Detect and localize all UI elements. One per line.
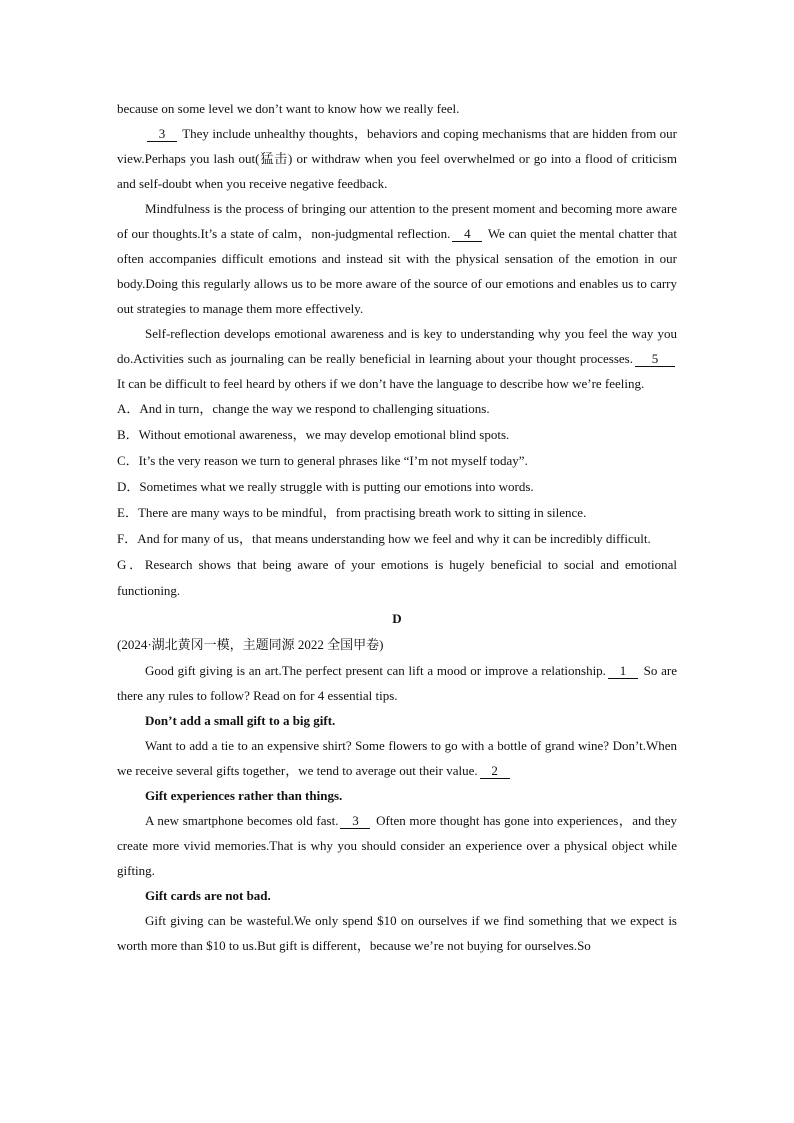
paragraph-text: So are there any rules to follow? Read on for 4 essential tips. xyxy=(117,663,677,703)
paragraph-text: A new smartphone becomes old fast. xyxy=(145,813,339,828)
tip-heading-1: Don’t add a small gift to a big gift. xyxy=(145,713,336,728)
option-c: C．It’s the very reason we turn to general phrases like “I’m not myself today”. xyxy=(117,453,528,468)
option-b: B．Without emotional awareness，we may develop emotional blind spots. xyxy=(117,427,510,442)
blank-3: 3 xyxy=(147,126,177,142)
source-note: (2024·湖北黄冈一模，主题同源 2022 全国甲卷) xyxy=(117,637,384,652)
blank-4: 4 xyxy=(452,226,482,242)
paragraph-text: Good gift giving is an art.The perfect present can lift a mood or improve a relationship. xyxy=(145,663,606,678)
passage-c-paragraph-3 xyxy=(117,321,677,396)
option-g: G．Research shows that being aware of your emotions is hugely beneficial to social and emotional functioning. xyxy=(117,557,677,598)
paragraph-text: It can be difficult to feel heard by others if we don’t have the language to describe how we’re feeling. xyxy=(117,376,645,391)
paragraph-text: Self-reflection develops emotional awareness and is key to understanding why you feel the way you do.Activities such as journaling can be really beneficial in learning about your thought processes. xyxy=(117,326,677,366)
passage-c-paragraph-1 xyxy=(117,121,677,196)
option-d: D．Sometimes what we really struggle with is putting our emotions into words. xyxy=(117,479,534,494)
answer-options xyxy=(117,396,677,604)
passage-d-paragraph-1 xyxy=(117,658,677,708)
option-e: E．There are many ways to be mindful，from practising breath work to sitting in silence. xyxy=(117,505,587,520)
document-page xyxy=(117,96,677,958)
section-letter: D xyxy=(392,611,402,626)
paragraph-text: They include unhealthy thoughts，behaviors and coping mechanisms that are hidden from our view.Perhaps you lash out(猛击) or withdraw when you feel overwhelmed or go into a flood of criticism and self-doubt when you receive negative feedback. xyxy=(117,126,677,191)
passage-c-paragraph-0: because on some level we don’t want to know how we really feel. xyxy=(117,101,460,116)
paragraph-text: We can quiet the mental chatter that often accompanies difficult emotions and instead sit with the physical sensation of the emotion in our body.Doing this regularly allows us to be more aware of the source of our emotions and enables us to carry out strategies to manage them more effectively. xyxy=(117,226,677,316)
passage-c-paragraph-2 xyxy=(117,196,677,321)
passage-d-paragraph-2 xyxy=(117,733,677,783)
tip-heading-3: Gift cards are not bad. xyxy=(145,888,271,903)
option-a: A．And in turn，change the way we respond to challenging situations. xyxy=(117,401,490,416)
blank-5: 5 xyxy=(635,351,675,367)
blank-2: 2 xyxy=(480,763,510,779)
tip-heading-2: Gift experiences rather than things. xyxy=(145,788,343,803)
passage-d-paragraph-3 xyxy=(117,808,677,883)
passage-d-paragraph-4: Gift giving can be wasteful.We only spend $10 on ourselves if we find something that we expect is worth more than $10 to us.But gift is different，because we’re not buying for ourselves.So xyxy=(117,913,677,953)
paragraph-text: Often more thought has gone into experiences，and they create more vivid memories.That is why you should consider an experience over a physical object while gifting. xyxy=(117,813,678,878)
paragraph-text: Want to add a tie to an expensive shirt? Some flowers to go with a bottle of grand wine? Don’t.When we receive several gifts together，we tend to average out their value. xyxy=(117,738,677,778)
paragraph-text: Mindfulness is the process of bringing our attention to the present moment and becoming more aware of our thoughts.It’s a state of calm，non-judgmental reflection. xyxy=(117,201,677,241)
blank-3: 3 xyxy=(340,813,370,829)
option-f: F．And for many of us，that means understanding how we feel and why it can be incredibly difficult. xyxy=(117,531,651,546)
blank-1: 1 xyxy=(608,663,638,679)
